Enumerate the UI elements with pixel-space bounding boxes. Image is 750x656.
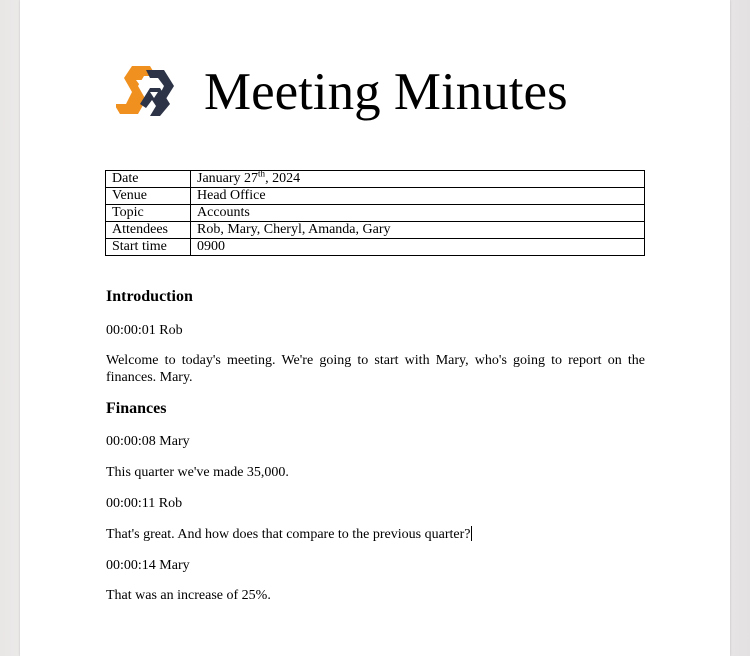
document-header bbox=[116, 56, 636, 136]
attendees-value: Rob, Mary, Cheryl, Amanda, Gary bbox=[191, 222, 645, 239]
start-time-label: Start time bbox=[106, 239, 191, 256]
meeting-info-table bbox=[105, 170, 645, 256]
venue-label: Venue bbox=[106, 188, 191, 205]
timestamp-speaker: 00:00:11 Rob bbox=[106, 496, 183, 511]
topic-label: Topic bbox=[106, 205, 191, 222]
date-value: January 27th, 2024 bbox=[191, 171, 645, 188]
topic-value: Accounts bbox=[191, 205, 645, 222]
venue-value: Head Office bbox=[191, 188, 645, 205]
table-row bbox=[106, 188, 645, 205]
table-row bbox=[106, 222, 645, 239]
timestamp-speaker: 00:00:08 Mary bbox=[106, 434, 190, 449]
start-time-value: 0900 bbox=[191, 239, 645, 256]
document-page bbox=[20, 0, 730, 656]
document-title: Meeting Minutes bbox=[204, 63, 568, 121]
table-row bbox=[106, 205, 645, 222]
timestamp-speaker: 00:00:14 Mary bbox=[106, 558, 190, 573]
table-row bbox=[106, 239, 645, 256]
date-label: Date bbox=[106, 171, 191, 188]
timestamp-speaker: 00:00:01 Rob bbox=[106, 323, 183, 338]
transcript-paragraph-active[interactable]: That's great. And how does that compare to the previous quarter? bbox=[106, 527, 471, 542]
finances-heading: Finances bbox=[106, 400, 167, 417]
transcript-paragraph[interactable]: This quarter we've made 35,000. bbox=[106, 465, 289, 480]
transcript-paragraph[interactable]: That was an increase of 25%. bbox=[106, 588, 271, 603]
company-logo-icon bbox=[116, 64, 178, 120]
table-row bbox=[106, 171, 645, 188]
text-cursor bbox=[471, 526, 472, 541]
transcript-paragraph[interactable]: Welcome to today's meeting. We're going to start with Mary, who's going to report on the finances. Mary. bbox=[106, 353, 645, 385]
introduction-heading: Introduction bbox=[106, 288, 193, 305]
attendees-label: Attendees bbox=[106, 222, 191, 239]
